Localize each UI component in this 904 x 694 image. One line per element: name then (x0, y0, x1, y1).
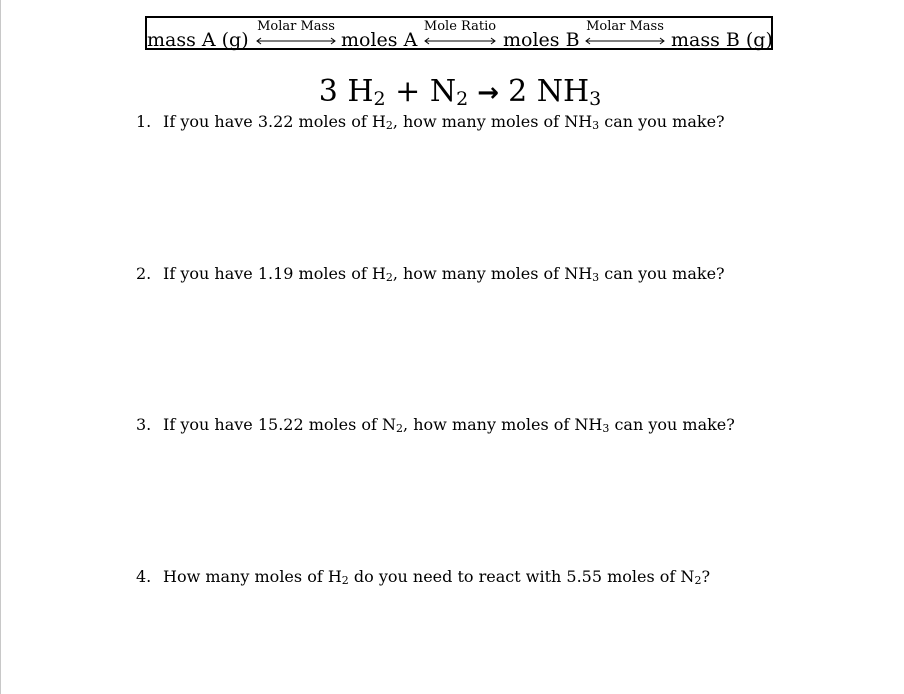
double-arrow-icon (584, 36, 666, 46)
arrow-mole-ratio (423, 20, 497, 50)
question-number: 2. (136, 264, 152, 283)
question-number: 4. (136, 567, 152, 586)
term-moles-b: moles B (503, 29, 580, 51)
arrow-molar-mass-a (255, 20, 337, 50)
double-arrow-icon (255, 36, 337, 46)
term-mass-b: mass B (g) (671, 29, 773, 51)
question-2: 2. If you have 1.19 moles of $H_2$, how many moles of $NH_3$ can you make? (136, 264, 725, 284)
question-1: 1. If you have 3.22 moles of $H_2$, how many moles of $NH_3$ can you make? (136, 112, 725, 132)
term-moles-a: moles A (341, 29, 418, 51)
reaction-arrow-icon: → (468, 78, 509, 108)
arrow-label: Molar Mass (257, 19, 335, 34)
arrow-molar-mass-b (584, 20, 666, 50)
term-mass-a: mass A (g) (147, 29, 249, 51)
question-number: 1. (136, 112, 152, 131)
double-arrow-icon (423, 36, 497, 46)
arrow-label: Mole Ratio (423, 19, 497, 34)
question-4: 4. How many moles of $H_2$ do you need to react with 5.55 moles of $N_2$? (136, 567, 711, 587)
chemical-equation: 3 $H_2 + N_2 \to 2$ $NH_3$ (318, 74, 602, 110)
question-3: 3. If you have 15.22 moles of $N_2$, how many moles of $NH_3$ can you make? (136, 415, 735, 435)
arrow-label: Molar Mass (586, 19, 664, 34)
conversion-map (145, 16, 773, 50)
question-number: 3. (136, 415, 152, 434)
